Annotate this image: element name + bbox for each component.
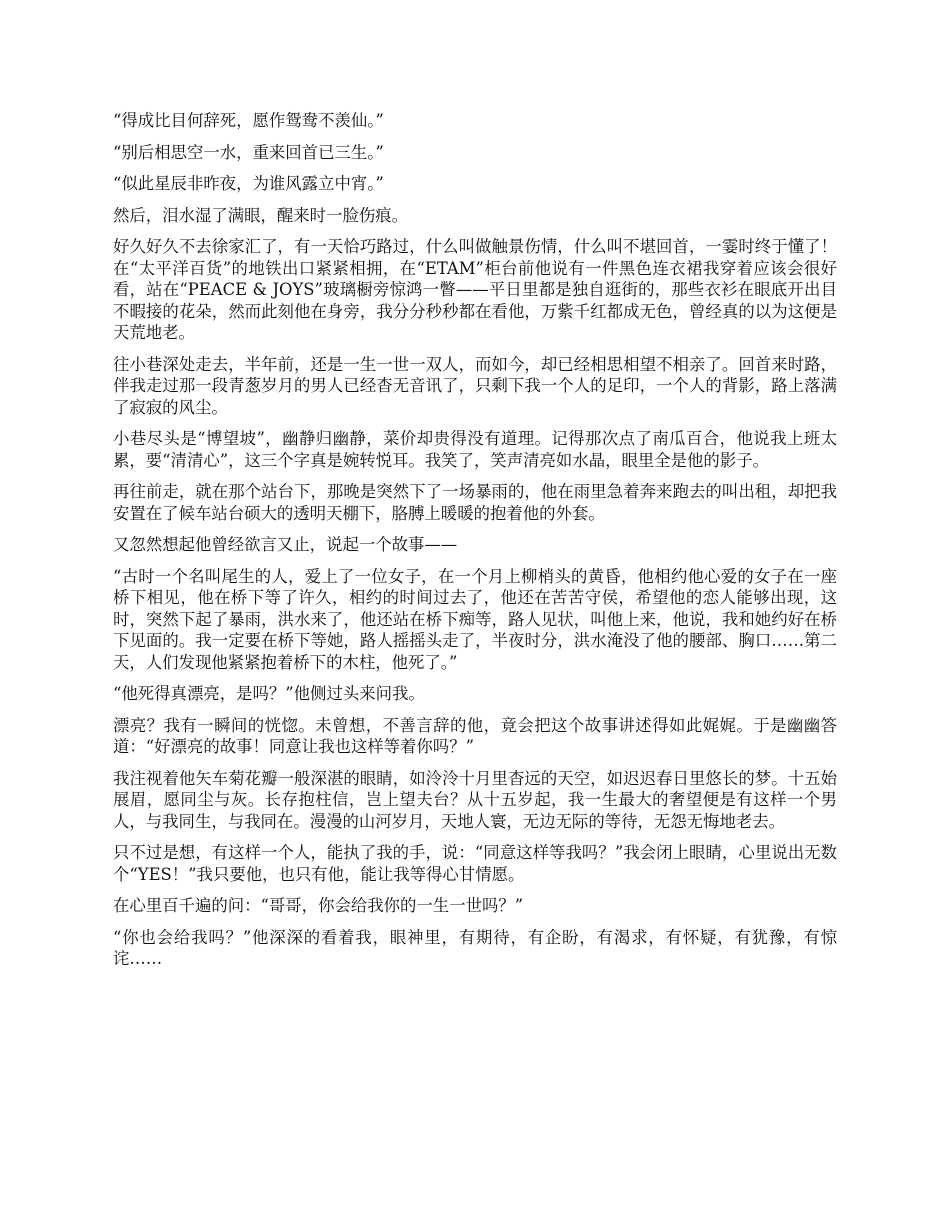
paragraph: “得成比目何辞死，愿作鸳鸯不羡仙。” — [113, 111, 384, 130]
paragraph: 往小巷深处走去，半年前，还是一生一世一双人，而如今，却已经相思相望不相亲了。回首来时路，伴我走过那一段青葱岁月的男人已经杳无音讯了，只剩下我一个人的足印，一个人的背影，路上落满了寂寂的风尘。 — [113, 354, 837, 417]
paragraph: 漂亮？我有一瞬间的恍惚。未曾想，不善言辞的他，竟会把这个故事讲述得如此娓娓。于是幽幽答道：“好漂亮的故事！同意让我也这样等着你吗？” — [113, 715, 837, 756]
paragraph: “似此星辰非昨夜，为谁风露立中宵。” — [113, 174, 384, 193]
paragraph: 只不过是想，有这样一个人，能执了我的手，说：“同意这样等我吗？”我会闭上眼睛，心里说出无数个“YES！”我只要他，也只有他，能让我等得心甘情愿。 — [113, 843, 837, 884]
paragraph: “他死得真漂亮，是吗？”他侧过头来问我。 — [113, 684, 425, 703]
paragraph: 我注视着他矢车菊花瓣一般深湛的眼睛，如泠泠十月里杳远的天空，如迟迟春日里悠长的梦。十五始展眉，愿同尘与灰。长存抱柱信，岂上望夫台？从十五岁起，我一生最大的奢望便是有这样一个男人，与我同生，与我同在。漫漫的山河岁月，天地人寰，无边无际的等待，无怨无悔地老去。 — [113, 768, 837, 831]
paragraph: “你也会给我吗？”他深深的看着我，眼神里，有期待，有企盼，有渴求，有怀疑，有犹豫，有惊诧…… — [113, 927, 837, 968]
paragraph: 小巷尽头是“博望坡”，幽静归幽静，菜价却贵得没有道理。记得那次点了南瓜百合，他说我上班太累，要“清清心”，这三个字真是婉转悦耳。我笑了，笑声清亮如水晶，眼里全是他的影子。 — [113, 429, 837, 470]
paragraph: “古时一个名叫尾生的人，爱上了一位女子，在一个月上柳梢头的黄昏，他相约他心爱的女子在一座桥下相见，他在桥下等了许久，相约的时间过去了，他还在苦苦守侯，希望他的恋人能够出现，这时，突然下起了暴雨，洪水来了，他还站在桥下痴等，路人见状，叫他上来，他说，我和她约好在桥下见面的。我一定要在桥下等她，路人摇摇头走了，半夜时分，洪水淹没了他的腰部、胸口……第二天，人们发现他紧紧抱着桥下的木柱，他死了。” — [113, 566, 837, 672]
paragraph: 再往前走，就在那个站台下，那晚是突然下了一场暴雨的，他在雨里急着奔来跑去的叫出租，却把我安置在了候车站台硕大的透明天棚下，胳膊上暖暖的抱着他的外套。 — [113, 482, 837, 523]
paragraph: “别后相思空一水，重来回首已三生。” — [113, 142, 384, 162]
paragraph: 又忽然想起他曾经欲言又止，说起一个故事—— — [113, 535, 458, 554]
paragraph: 好久好久不去徐家汇了，有一天恰巧路过，什么叫做触景伤情，什么叫不堪回首，一霎时终于懂了！在“太平洋百货”的地铁出口紧紧相拥，在“ETAM”柜台前他说有一件黑色连衣裙我穿着应该会很好看，站在“PEACE & JOYS”玻璃橱旁惊鸿一瞥——平日里都是独自逛街的，那些衣衫在眼底开出目不暇接的花朵，然而此刻他在身旁，我分分秒秒都在看他，万紫千红都成无色，曾经真的以为这便是天荒地老。 — [113, 237, 837, 342]
document-body — [113, 110, 837, 980]
paragraph: 然后，泪水湿了满眼，醒来时一脸伤痕。 — [113, 205, 409, 225]
paragraph: 在心里百千遍的问：“哥哥，你会给我你的一生一世吗？” — [113, 896, 524, 915]
